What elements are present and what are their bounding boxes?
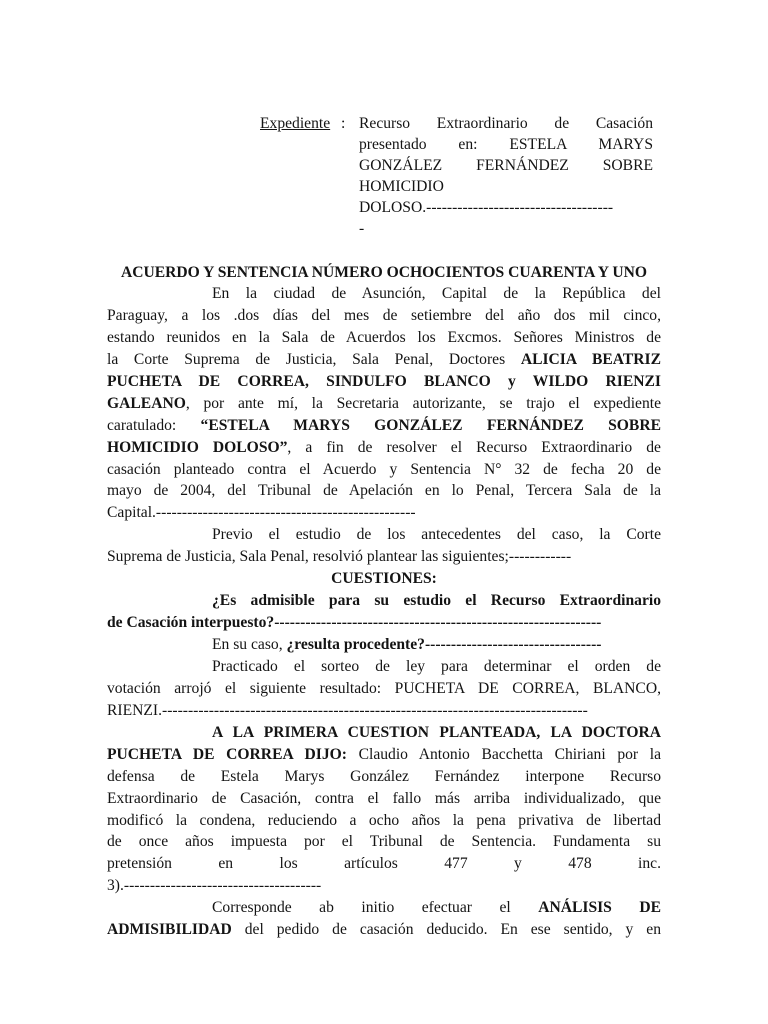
bold-text-run: GALEANO <box>107 394 186 412</box>
expediente-label: Expediente <box>260 115 331 132</box>
paragraph-line: Previo el estudio de los antecedentes del caso, la Corte <box>212 526 661 544</box>
paragraph-line <box>107 437 661 459</box>
bold-text-run: ANÁLISIS DE <box>538 899 661 917</box>
paragraph-line: En la ciudad de Asunción, Capital de la República del <box>212 285 661 302</box>
expediente-line: - <box>359 220 365 237</box>
expediente-line: GONZÁLEZ FERNÁNDEZ SOBRE <box>359 157 653 174</box>
paragraph-line: Practicado el sorteo de ley para determinar el orden de <box>212 657 661 675</box>
bold-text-run: ¿Es admisible para su estudio el Recurso Extraordinario <box>212 592 661 610</box>
bold-text-run: de Casación interpuesto?--------------------------------------------------------------- <box>107 614 602 632</box>
document-title: ACUERDO Y SENTENCIA NÚMERO OCHOCIENTOS CUARENTA Y UNO <box>120 264 648 281</box>
paragraph-line: casación planteado contra el Acuerdo y Sentencia N° 32 de fecha 20 de <box>107 460 661 478</box>
bold-text-run: ALICIA BEATRIZ <box>520 350 661 368</box>
question-line <box>107 590 661 612</box>
expediente-colon: : <box>341 115 346 132</box>
bold-text-run: ¿resulta procedente?---------------------------------- <box>286 636 602 653</box>
bold-text-run: CUESTIONES: <box>331 570 437 588</box>
paragraph-line: Suprema de Justicia, Sala Penal, resolvió plantear las siguientes;------------ <box>107 548 572 566</box>
text-run: caratulado: <box>107 416 201 434</box>
cuestiones-heading <box>107 568 661 590</box>
document-body <box>107 262 661 941</box>
bold-text-run: PUCHETA DE CORREA DIJO: <box>107 745 347 763</box>
paragraph-line: 3).-------------------------------------- <box>107 877 322 895</box>
bold-text-run: PUCHETA DE CORREA, SINDULFO BLANCO y WILDO RIENZI <box>107 372 661 390</box>
paragraph-line <box>107 415 661 437</box>
paragraph-line: modificó la condena, reduciendo a ocho años la pena privativa de libertad <box>107 811 661 829</box>
bold-text-run: ADMISIBILIDAD <box>107 921 232 939</box>
paragraph-line: de once años impuesta por el Tribunal de Sentencia. Fundamenta su <box>107 833 661 851</box>
expediente-line: presentado en: ESTELA MARYS <box>359 136 653 153</box>
question-line <box>107 634 661 656</box>
paragraph-line <box>107 393 661 415</box>
paragraph-line: Capital.-------------------------------------------------- <box>107 504 416 522</box>
paragraph-line: RIENZI.---------------------------------------------------------------------------------- <box>107 701 588 719</box>
bold-text-run: HOMICIDIO DOLOSO” <box>107 438 288 456</box>
paragraph-line <box>107 919 661 941</box>
bold-text-run: A LA PRIMERA CUESTION PLANTEADA, LA DOCTORA <box>212 723 661 741</box>
paragraph-line <box>107 722 661 744</box>
paragraph-line <box>107 349 661 371</box>
paragraph-line: defensa de Estela Marys González Fernández interpone Recurso <box>107 767 661 785</box>
text-run: , por ante mí, la Secretaria autorizante, se trajo el expediente <box>185 394 661 412</box>
text-run: Claudio Antonio Bacchetta Chiriani por la <box>346 745 661 763</box>
bold-text-run: “ESTELA MARYS GONZÁLEZ FERNÁNDEZ SOBRE <box>200 416 661 434</box>
paragraph-line: mayo de 2004, del Tribunal de Apelación en lo Penal, Tercera Sala de la <box>107 482 661 500</box>
paragraph-line <box>107 897 661 919</box>
paragraph-line: votación arrojó el siguiente resultado: PUCHETA DE CORREA, BLANCO, <box>107 679 661 697</box>
question-line <box>107 612 661 634</box>
text-run: En su caso, <box>212 636 287 653</box>
paragraph-line <box>107 371 661 393</box>
text-run: , a fin de resolver el Recurso Extraordinario de <box>287 438 661 456</box>
expediente-line: Recurso Extraordinario de Casación <box>359 115 653 132</box>
expediente-line: HOMICIDIO <box>359 178 444 195</box>
expediente-line: DOLOSO.------------------------------------ <box>359 199 614 216</box>
paragraph-line <box>107 744 661 766</box>
text-run: Corresponde ab initio efectuar el <box>212 899 539 917</box>
expediente-text <box>359 113 653 239</box>
text-run: la Corte Suprema de Justicia, Sala Penal, Doctores <box>107 350 521 368</box>
paragraph-line: pretensión en los artículos 477 y 478 inc. <box>107 855 661 873</box>
paragraph-line: Paraguay, a los .dos días del mes de setiembre del año dos mil cinco, <box>107 306 661 324</box>
paragraph-line: Extraordinario de Casación, contra el fallo más arriba individualizado, que <box>107 789 661 807</box>
paragraph-line: estando reunidos en la Sala de Acuerdos los Excmos. Señores Ministros de <box>107 328 661 346</box>
text-run: del pedido de casación deducido. En ese sentido, y en <box>231 921 661 939</box>
